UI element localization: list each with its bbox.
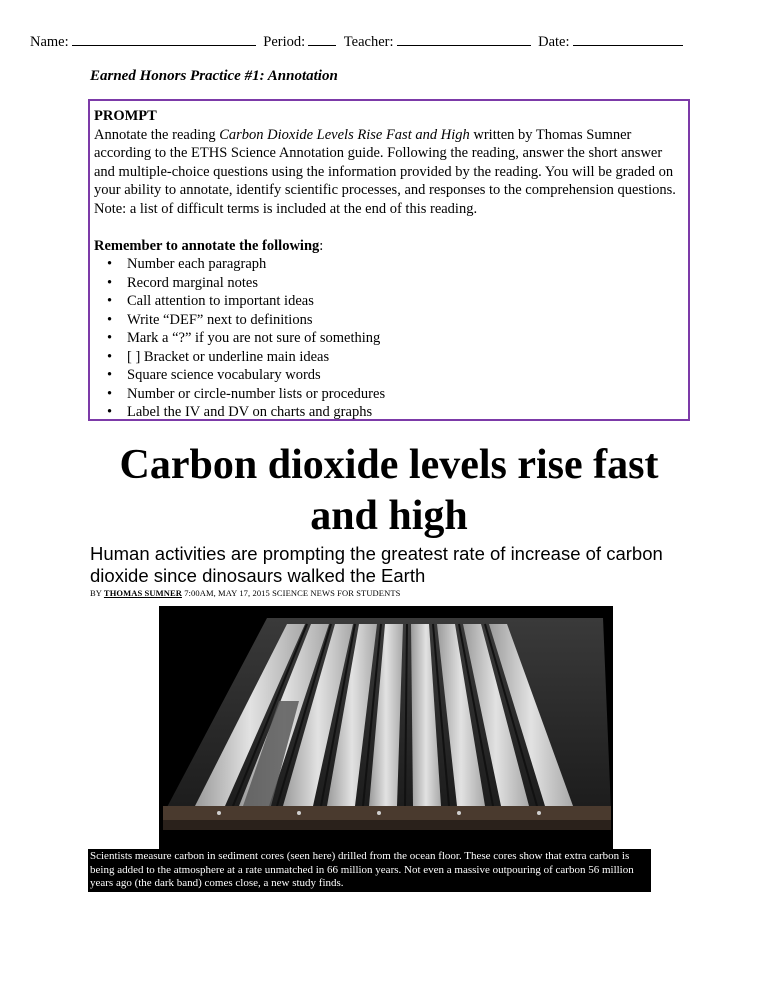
prompt-text-end: written by Thomas Sumner according to the ETHS Science Annotation guide. Following the reading, answer the short answer and multiple-choice questions using the information provided by the reading. You will be graded on your ability to annotate, identify scientific processes, and responses to the comprehension questions. Note: a list of difficult terms is included at the end of this reading.: [94, 126, 676, 217]
article-dek: Human activities are prompting the greatest rate of increase of carbon dioxide since dinosaurs walked the Earth: [90, 543, 663, 586]
student-info-header: [30, 33, 750, 51]
remember-heading: [94, 237, 678, 256]
period-label: Period:: [263, 34, 306, 50]
list-item: • Label the IV and DV on charts and graphs: [127, 403, 678, 422]
period-field[interactable]: [308, 33, 336, 46]
prompt-heading: PROMPT: [94, 108, 157, 124]
list-item: • Record marginal notes: [127, 274, 678, 293]
remember-colon: :: [319, 237, 324, 254]
list-item: • Mark a “?” if you are not sure of something: [127, 329, 678, 348]
prompt-text-start: Annotate the reading: [94, 126, 220, 143]
byline: [90, 588, 400, 598]
photo-caption: Scientists measure carbon in sediment cores (seen here) drilled from the ocean floor. These cores show that extra carbon is being added to the atmosphere at a rate unmatched in 66 million years. Not even a massive outpouring of carbon 56 million years ago (the dark band) comes close, a new study finds.: [88, 849, 651, 892]
list-item: • Number each paragraph: [127, 255, 678, 274]
remember-label: Remember to annotate the following: [94, 237, 320, 254]
list-item: • Square science vocabulary words: [127, 366, 678, 385]
teacher-field[interactable]: [397, 33, 531, 46]
prompt-box: [88, 99, 690, 421]
list-item: • [ ] Bracket or underline main ideas: [127, 348, 678, 367]
teacher-label: Teacher:: [343, 34, 394, 50]
list-item: • Call attention to important ideas: [127, 292, 678, 311]
byline-details: 7:00AM, MAY 17, 2015 SCIENCE NEWS FOR STUDENTS: [181, 588, 401, 598]
byline-prefix: BY: [90, 588, 104, 598]
prompt-text: [94, 126, 678, 219]
assignment-title: Earned Honors Practice #1: Annotation: [90, 68, 338, 84]
name-label: Name:: [30, 34, 69, 50]
sediment-cores-illustration: [159, 606, 613, 850]
name-field[interactable]: [72, 33, 256, 46]
date-field[interactable]: [573, 33, 683, 46]
sediment-core-photo: [159, 606, 613, 850]
article-title: Carbon dioxide levels rise fast and high: [119, 442, 659, 539]
date-label: Date:: [538, 34, 570, 50]
list-item: • Number or circle-number lists or procedures: [127, 385, 678, 404]
author-link[interactable]: THOMAS SUMNER: [103, 588, 182, 598]
list-item: • Write “DEF” next to definitions: [127, 311, 678, 330]
reading-title-italic: Carbon Dioxide Levels Rise Fast and High: [219, 126, 470, 143]
annotation-checklist: [94, 255, 678, 422]
